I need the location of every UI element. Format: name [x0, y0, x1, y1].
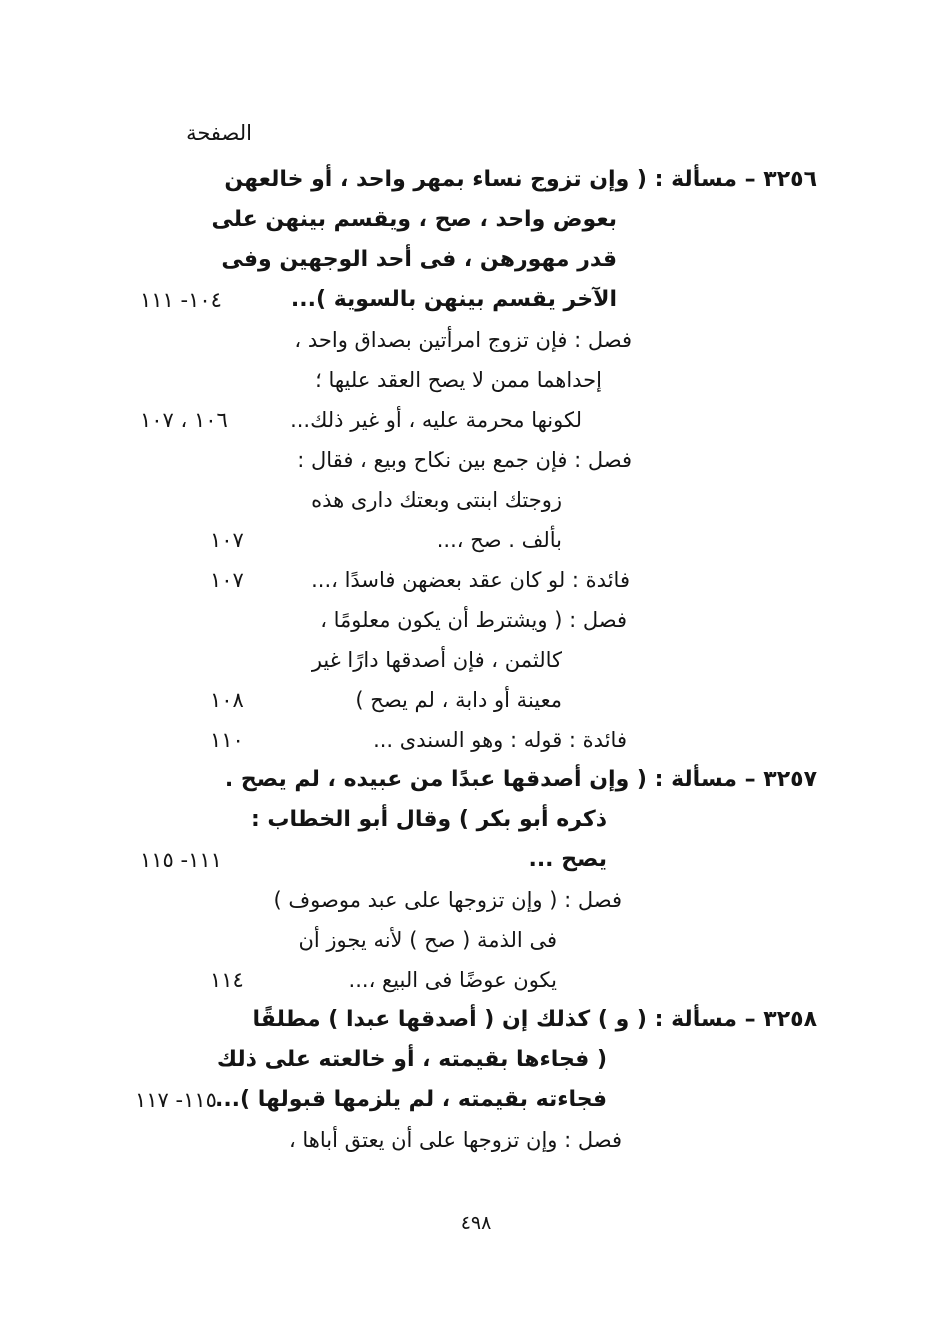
- toc-entry-text: فصل : ( ويشترط أن يكون معلومًا ،: [320, 608, 627, 632]
- toc-line: [0, 1000, 952, 1040]
- toc-line: [0, 960, 952, 1000]
- toc-line: [0, 360, 952, 400]
- toc-line: [0, 560, 952, 600]
- toc-entry-text: بعوض واحد ، صح ، ويقسم بينهن على: [211, 207, 617, 232]
- toc-entry-text: الآخر يقسم بينهن بالسوية )...: [290, 287, 617, 312]
- toc-page-range: ١٠٧: [210, 568, 244, 592]
- toc-page-range: ١٠٨: [210, 688, 244, 712]
- toc-line: [0, 920, 952, 960]
- toc-page-range: ١٠٧: [210, 528, 244, 552]
- toc-entry-text: زوجتك ابنتى وبعتك دارى هذه: [311, 488, 562, 512]
- toc-line: [0, 240, 952, 280]
- toc-page-range: ١٠٦ ، ١٠٧: [140, 408, 228, 432]
- page-header-column-label: الصفحة: [186, 121, 252, 145]
- toc-entry-text: فصل : فإن جمع بين نكاح وبيع ، فقال :: [297, 448, 632, 472]
- toc-page-range: ١١٠: [210, 728, 244, 752]
- toc-line: [0, 1080, 952, 1120]
- toc-entry-text: فائدة : لو كان عقد بعضهن فاسدًا ،...: [311, 568, 630, 592]
- toc-line: [0, 680, 952, 720]
- toc-line: [0, 480, 952, 520]
- toc-line: [0, 200, 952, 240]
- toc-line: [0, 720, 952, 760]
- toc-page-range: ١١١- ١١٥: [140, 848, 222, 872]
- toc-line: [0, 400, 952, 440]
- toc-entry-text: فصل : وإن تزوجها على أن يعتق أباها ،: [288, 1128, 622, 1152]
- toc-line: [0, 520, 952, 560]
- toc-entry-text: بألف . صح ،...: [436, 528, 562, 552]
- toc-entry-text: ذكره أبو بكر ) وقال أبو الخطاب :: [250, 807, 607, 832]
- toc-line: [0, 160, 952, 200]
- toc-entry-text: كالثمن ، فإن أصدقها دارًا غير: [311, 648, 562, 672]
- toc-entry-text: يكون عوضًا فى البيع ،...: [348, 968, 557, 992]
- toc-line: [0, 320, 952, 360]
- toc-entry-text: إحداهما ممن لا يصح العقد عليها ؛: [315, 368, 602, 392]
- toc-entry-text: فصل : فإن تزوج امرأتين بصداق واحد ،: [294, 328, 632, 352]
- toc-entry-text: ( فجاءها بقيمته ، أو خالعته على ذلك: [216, 1047, 607, 1072]
- toc-line: [0, 640, 952, 680]
- toc-page-range: ١١٥- ١١٧: [135, 1088, 217, 1112]
- toc-entry-text: لكونها محرمة عليه ، أو غير ذلك...: [290, 408, 582, 432]
- toc-entry-text: فائدة : قوله : وهو السندى ...: [373, 728, 627, 752]
- page-number: ٤٩٨: [460, 1212, 492, 1234]
- toc-entry-text: ٣٢٥٨ – مسألة : ( و ) كذلك إن ( أصدقها عبدا ) مطلقًا: [252, 1007, 817, 1032]
- toc-line: [0, 280, 952, 320]
- toc-line: [0, 600, 952, 640]
- toc-entry-text: فى الذمة ( صح ) لأنه يجوز أن: [298, 928, 557, 952]
- toc-entry-text: قدر مهورهن ، فى أحد الوجهين وفى: [221, 247, 617, 272]
- toc-page-range: ١١٤: [210, 968, 244, 992]
- toc-line: [0, 880, 952, 920]
- toc-entry-text: فجاءته بقيمته ، لم يلزمها قبولها )...: [214, 1087, 607, 1112]
- toc-line: [0, 800, 952, 840]
- toc-entry-text: يصح ...: [528, 847, 607, 872]
- toc-entry-text: ٣٢٥٧ – مسألة : ( وإن أصدقها عبدًا من عبيده ، لم يصح .: [224, 767, 817, 792]
- toc-line: [0, 1040, 952, 1080]
- toc-entry-text: فصل : ( وإن تزوجها على عبد موصوف ): [273, 888, 622, 912]
- toc-page-range: ١٠٤- ١١١: [140, 288, 222, 312]
- toc-line: [0, 760, 952, 800]
- toc-entry-text: ٣٢٥٦ – مسألة : ( وإن تزوج نساء بمهر واحد ، أو خالعهن: [224, 167, 817, 192]
- toc-entry-text: معينة أو دابة ، لم يصح ): [355, 688, 562, 712]
- toc-line: [0, 840, 952, 880]
- toc-line: [0, 440, 952, 480]
- toc-line: [0, 1120, 952, 1160]
